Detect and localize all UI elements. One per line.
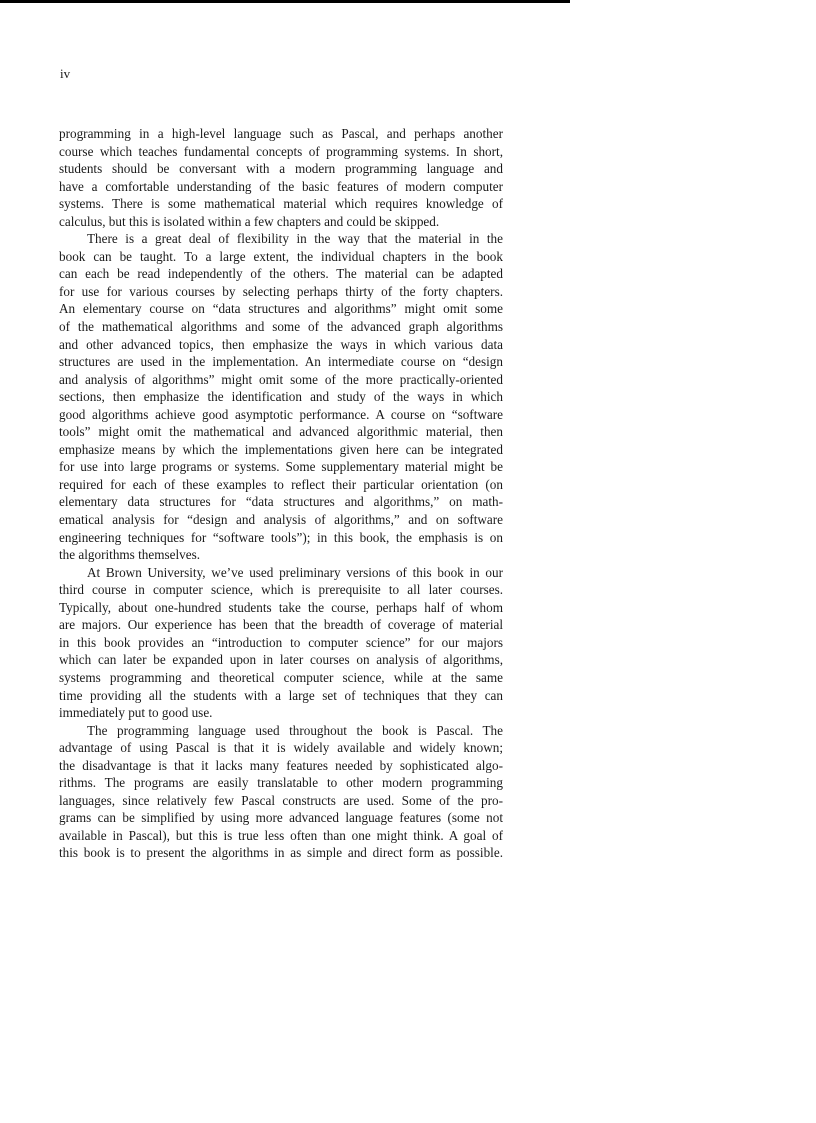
text-line: grams can be simplified by using more advanced language features (some not [59, 810, 503, 826]
text-line: and analysis of algorithms” might omit some of the more practically-oriented [59, 371, 503, 387]
text-line: for use for various courses by selecting perhaps thirty of the forty chapters. [59, 283, 503, 299]
text-line: immediately put to good use. [59, 705, 213, 721]
text-line: are majors. Our experience has been that the breadth of coverage of material [59, 617, 503, 633]
text-line: systems. There is some mathematical material which requires knowledge of [59, 196, 503, 212]
text-line: required for each of these examples to reflect their particular orientation (on [59, 476, 503, 492]
text-line: engineering techniques for “software tools”); in this book, the emphasis is on [59, 529, 503, 545]
text-line: ematical analysis for “design and analysis of algorithms,” and on software [59, 512, 503, 528]
text-line: Typically, about one-hundred students take the course, perhaps half of whom [59, 599, 503, 615]
text-line: emphasize means by which the implementations given here can be integrated [59, 441, 503, 457]
text-line: structures are used in the implementation. An intermediate course on “design [59, 354, 503, 370]
text-line: systems programming and theoretical computer science, while at the same [59, 669, 503, 685]
text-line: elementary data structures for “data structures and algorithms,” on math- [59, 494, 503, 510]
text-line: sections, then emphasize the identification and study of the ways in which [59, 389, 503, 405]
text-line: rithms. The programs are easily translatable to other modern programming [59, 775, 503, 791]
text-line: third course in computer science, which is prerequisite to all later courses. [59, 582, 503, 598]
text-line: There is a great deal of flexibility in the way that the material in the [87, 231, 503, 247]
paragraph-1 [59, 125, 503, 230]
text-line: students should be conversant with a modern programming language and [59, 161, 503, 177]
text-line: An elementary course on “data structures and algorithms” might omit some [59, 301, 503, 317]
text-line: for use into large programs or systems. Some supplementary material might be [59, 459, 503, 475]
body-text [59, 125, 503, 862]
text-line: the disadvantage is that it lacks many features needed by sophisticated algo- [59, 757, 503, 773]
text-line: calculus, but this is isolated within a few chapters and could be skipped. [59, 213, 440, 229]
text-line: the algorithms themselves. [59, 547, 201, 563]
text-line: this book is to present the algorithms in as simple and direct form as possible. [59, 845, 503, 861]
text-line: tools” might omit the mathematical and advanced algorithmic material, then [59, 424, 503, 440]
paragraph-4 [59, 722, 503, 862]
text-line: in this book provides an “introduction to computer science” for our majors [59, 634, 503, 650]
text-line: have a comfortable understanding of the basic features of modern computer [59, 178, 503, 194]
page-number: iv [60, 66, 71, 81]
text-line: time providing all the students with a large set of techniques that they can [59, 687, 503, 703]
text-line: advantage of using Pascal is that it is widely available and widely known; [59, 740, 503, 756]
text-line: can each be read independently of the others. The material can be adapted [59, 266, 503, 282]
text-line: At Brown University, we’ve used preliminary versions of this book in our [87, 564, 503, 580]
text-line: The programming language used throughout the book is Pascal. The [87, 722, 503, 738]
text-line: book can be taught. To a large extent, the individual chapters in the book [59, 248, 503, 264]
text-line: course which teaches fundamental concepts of programming systems. In short, [59, 143, 503, 159]
top-rule [0, 0, 570, 3]
paragraph-3 [59, 564, 503, 722]
text-line: and other advanced topics, then emphasize the ways in which various data [59, 336, 503, 352]
text-line: programming in a high-level language such as Pascal, and perhaps another [59, 126, 503, 141]
paragraph-2 [59, 230, 503, 563]
text-line: languages, since relatively few Pascal constructs are used. Some of the pro- [59, 792, 503, 808]
text-line: available in Pascal), but this is true less often than one might think. A goal of [59, 827, 503, 843]
text-line: good algorithms achieve good asymptotic performance. A course on “software [59, 406, 503, 422]
text-line: of the mathematical algorithms and some of the advanced graph algorithms [59, 319, 503, 335]
text-line: which can later be expanded upon in later courses on analysis of algorithms, [59, 652, 503, 668]
